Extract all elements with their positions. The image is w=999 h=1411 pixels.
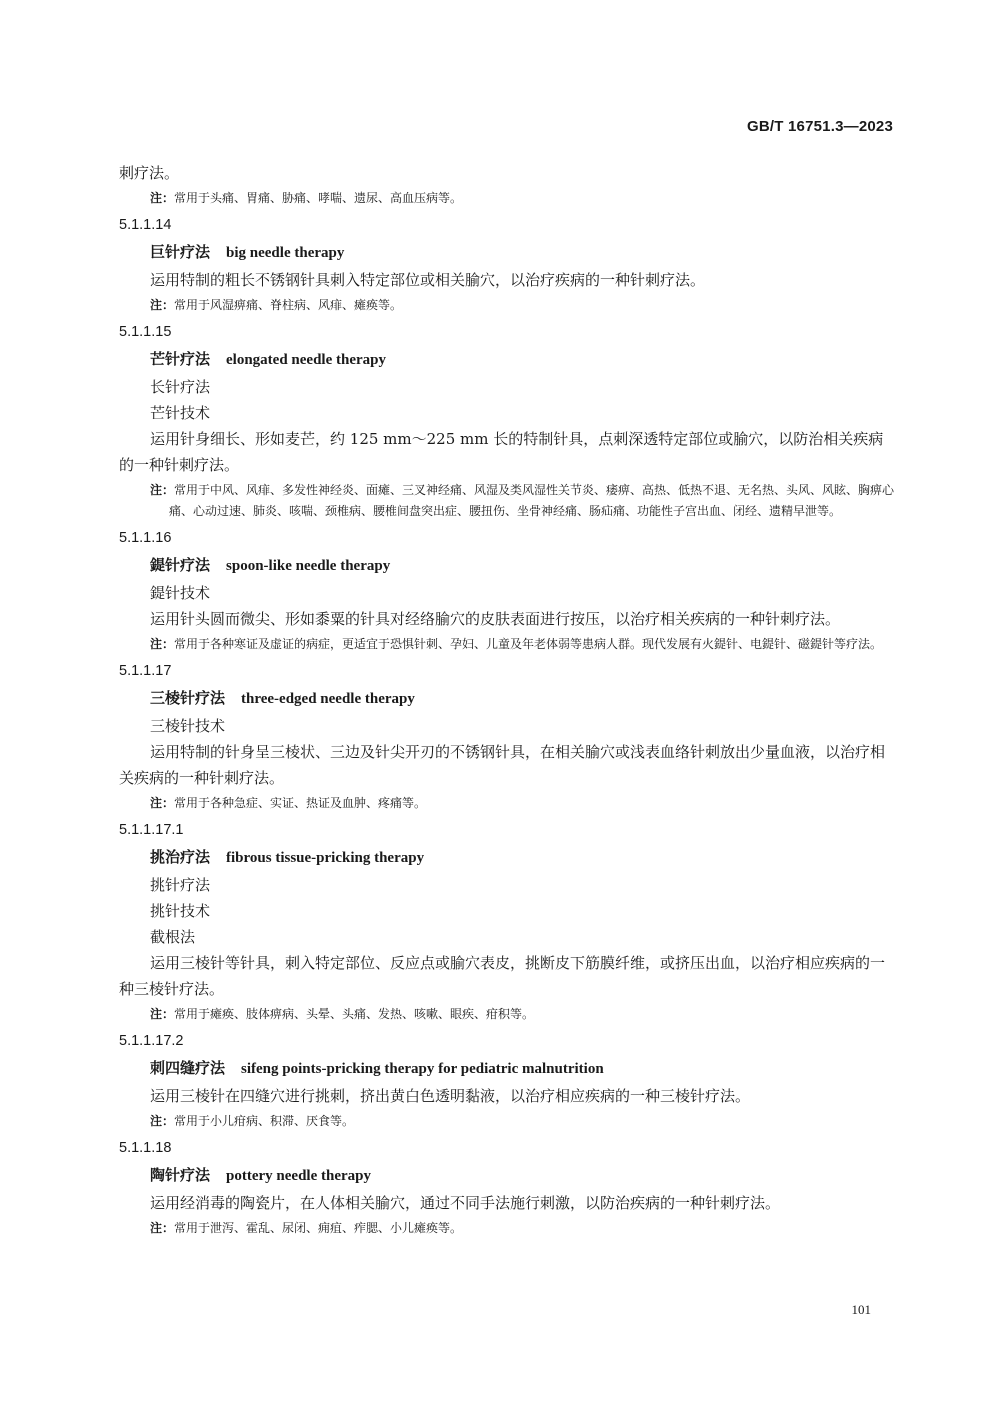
term-definition: 运用特制的粗长不锈钢针具刺入特定部位或相关腧穴，以治疗疾病的一种针刺疗法。 — [150, 271, 706, 289]
term-chinese: 巨针疗法 — [150, 243, 211, 261]
page-content — [119, 160, 895, 1241]
term-synonym: 芒针技术 — [150, 404, 211, 422]
term-chinese: 芒针疗法 — [150, 350, 211, 368]
page-number: 101 — [851, 1302, 871, 1317]
term-synonym: 长针疗法 — [150, 378, 211, 396]
term-synonym: 挑针技术 — [150, 902, 211, 920]
note-text: 常用于各种急症、实证、热证及血肿、疼痛等。 — [174, 796, 427, 810]
term-heading — [119, 1054, 895, 1083]
note — [119, 791, 895, 816]
note-text: 常用于风湿痹痛、脊柱病、风痱、瘫痪等。 — [174, 298, 403, 312]
note — [119, 478, 895, 524]
note — [119, 1216, 895, 1241]
term-definition: 运用经消毒的陶瓷片，在人体相关腧穴，通过不同手法施行刺激，以防治疾病的一种针刺疗法。 — [150, 1194, 781, 1212]
term-english: spoon-like needle therapy — [226, 558, 391, 574]
term-heading — [119, 684, 895, 713]
note-label: 注： — [150, 1007, 175, 1021]
continuation-line: 刺疗法。 — [119, 164, 180, 182]
document-id: GB/T 16751.3—2023 — [747, 118, 893, 135]
term-english: pottery needle therapy — [226, 1168, 371, 1184]
term-english: sifeng points-pricking therapy for pediatric malnutrition — [241, 1061, 604, 1077]
term-heading — [119, 1161, 895, 1190]
term-heading — [119, 345, 895, 374]
term-number: 5.1.1.17.2 — [119, 1033, 184, 1049]
note-label: 注： — [150, 483, 175, 497]
term-definition: 运用针头圆而微尖、形如黍粟的针具对经络腧穴的皮肤表面进行按压，以治疗相关疾病的一种针刺疗法。 — [150, 610, 841, 628]
term-english: fibrous tissue-pricking therapy — [226, 850, 425, 866]
entry-list — [119, 212, 895, 1241]
term-number: 5.1.1.15 — [119, 324, 172, 340]
note-label: 注： — [150, 1221, 175, 1235]
note-label: 注： — [150, 298, 175, 312]
note-label: 注： — [150, 1114, 175, 1128]
term-chinese: 陶针疗法 — [150, 1166, 211, 1184]
note — [119, 1109, 895, 1134]
term-synonym: 截根法 — [150, 928, 196, 946]
term-number: 5.1.1.17 — [119, 663, 172, 679]
term-definition: 运用特制的针身呈三棱状、三边及针尖开刃的不锈钢针具，在相关腧穴或浅表血络针刺放出少量血液，以治疗相关疾病的一种针刺疗法。 — [119, 743, 886, 787]
term-chinese: 挑治疗法 — [150, 848, 211, 866]
term-definition: 运用三棱针等针具，刺入特定部位、反应点或腧穴表皮，挑断皮下筋膜纤维，或挤压出血，以治疗相应疾病的一种三棱针疗法。 — [119, 954, 886, 998]
note — [119, 1002, 895, 1027]
term-heading — [119, 843, 895, 872]
term-definition: 运用针身细长、形如麦芒，约 125 mm～225 mm 长的特制针具，点刺深透特定部位或腧穴，以防治相关疾病的一种针刺疗法。 — [119, 430, 884, 474]
note-text: 常用于头痛、胃痛、胁痛、哮喘、遗尿、高血压病等。 — [174, 191, 463, 205]
term-english: big needle therapy — [226, 245, 345, 261]
term-english: elongated needle therapy — [226, 352, 386, 368]
note-label: 注： — [150, 191, 175, 205]
note-label: 注： — [150, 796, 175, 810]
note — [119, 293, 895, 318]
term-definition: 运用三棱针在四缝穴进行挑刺，挤出黄白色透明黏液，以治疗相应疾病的一种三棱针疗法。 — [150, 1087, 751, 1105]
term-synonym: 三棱针技术 — [150, 717, 226, 735]
term-synonym: 挑针疗法 — [150, 876, 211, 894]
note-label: 注： — [150, 637, 175, 651]
term-synonym: 鍉针技术 — [150, 584, 211, 602]
term-heading — [119, 551, 895, 580]
term-english: three-edged needle therapy — [241, 691, 415, 707]
note-text: 常用于各种寒证及虚证的病症，更适宜于恐惧针刺、孕妇、儿童及年老体弱等患病人群。现代发展有火鍉针、电鍉针、磁鍉针等疗法。 — [174, 637, 883, 651]
note — [119, 632, 895, 657]
term-chinese: 刺四缝疗法 — [150, 1059, 226, 1077]
note-text: 常用于小儿疳病、积滞、厌食等。 — [174, 1114, 355, 1128]
term-chinese: 鍉针疗法 — [150, 556, 211, 574]
term-heading — [119, 238, 895, 267]
note-text: 常用于瘫痪、肢体痹病、头晕、头痛、发热、咳嗽、眼疾、疳积等。 — [174, 1007, 535, 1021]
term-chinese: 三棱针疗法 — [150, 689, 226, 707]
note — [119, 186, 895, 211]
term-number: 5.1.1.18 — [119, 1140, 172, 1156]
term-number: 5.1.1.17.1 — [119, 822, 184, 838]
term-number: 5.1.1.16 — [119, 530, 172, 546]
term-number: 5.1.1.14 — [119, 217, 172, 233]
note-text: 常用于中风、风痱、多发性神经炎、面瘫、三叉神经痛、风湿及类风湿性关节炎、痿痹、高热、低热不退、无名热、头风、风眩、胸痹心痛、心动过速、肺炎、咳喘、颈椎病、腰椎间盘突出症、腰扭伤、坐骨神经痛、肠疝痛、功能性子宫出血、闭经、遗精早泄等。 — [169, 483, 895, 518]
note-text: 常用于泄泻、霍乱、尿闭、痈疽、痄腮、小儿瘫痪等。 — [174, 1221, 463, 1235]
